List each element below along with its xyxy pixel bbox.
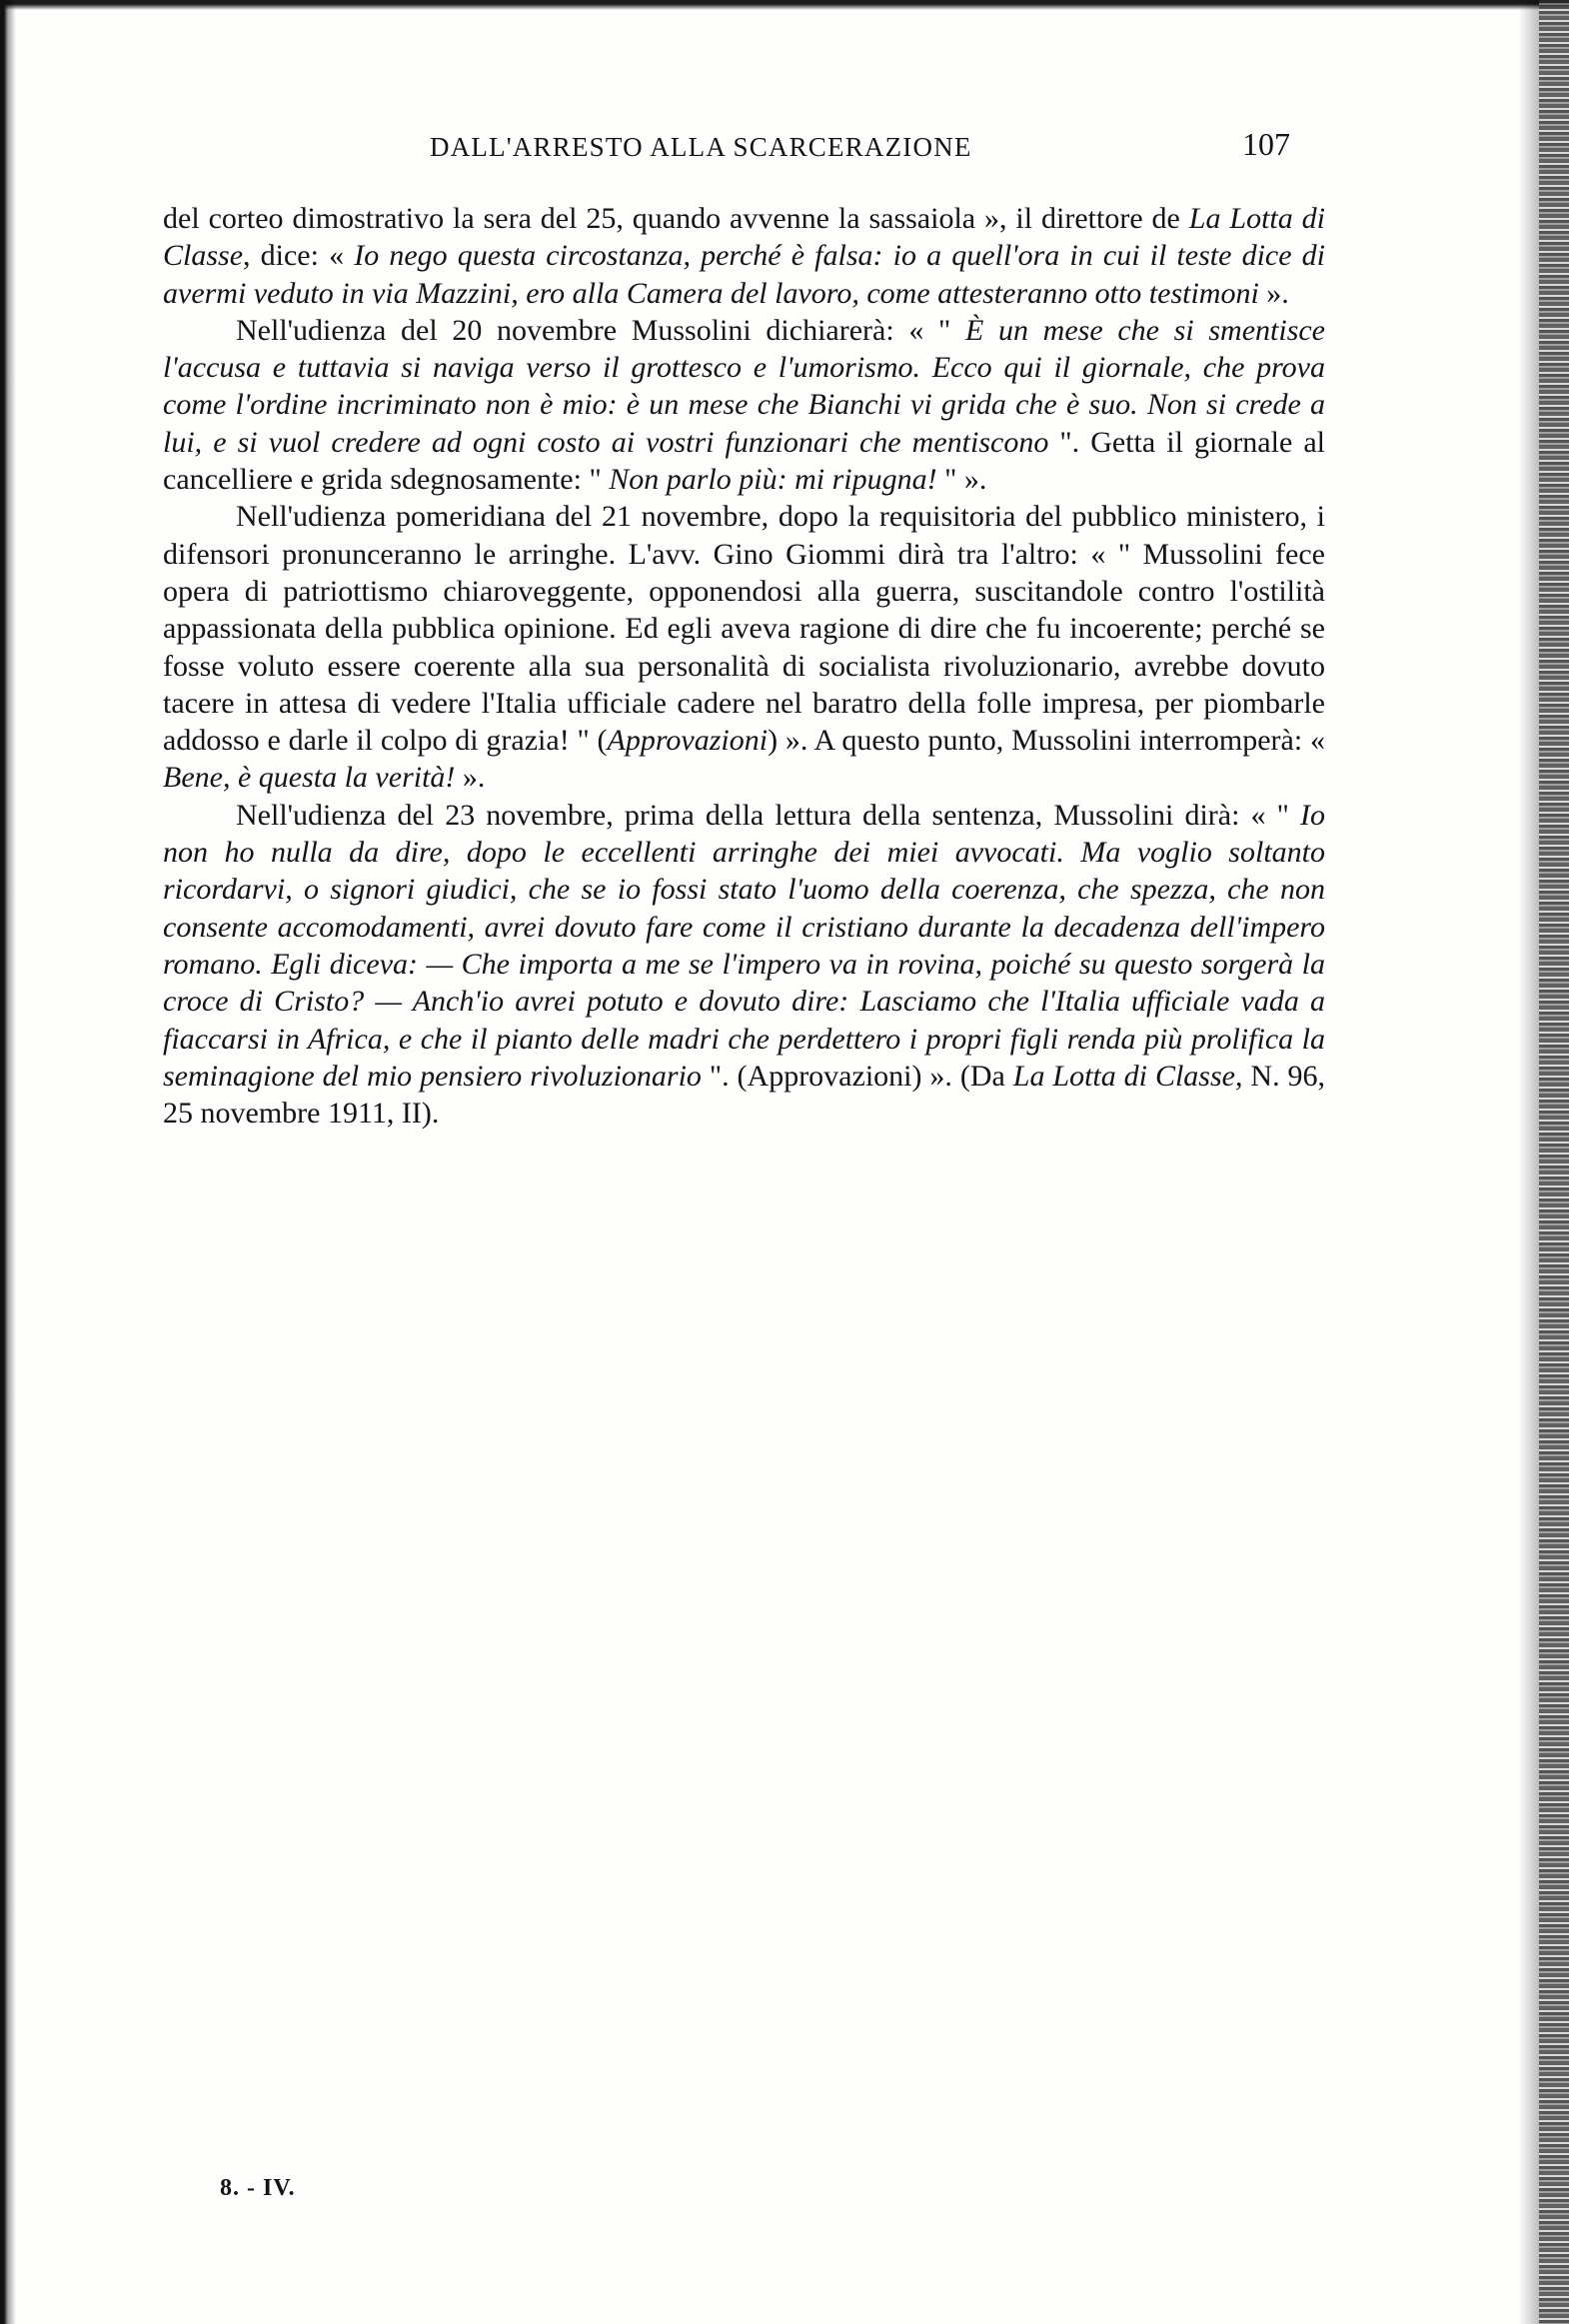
text-segment: " ». — [936, 463, 987, 497]
text-segment-italic: Approvazioni — [607, 724, 769, 758]
text-segment-italic: Bene, è questa la verità! — [163, 761, 456, 795]
page-gutter-shadow — [1519, 0, 1539, 2324]
text-segment: ". (Approvazioni) ». (Da — [701, 1059, 1013, 1093]
page-number: 107 — [1242, 126, 1290, 162]
text-segment: , dice: « — [243, 239, 355, 273]
text-segment-italic: È un mese che si smentisce l'accusa e tuttavia si naviga verso il grottesco e l'umorismo. Ecco qui il giornale, che prova come l'ordine incriminato non è mio: è un mese che Bianchi vi grida che è suo. Non si crede a lui, e si vuol credere ad ogni costo ai vostri funzionari che mentiscono — [163, 313, 1325, 459]
text-segment-italic: La Lotta di Classe — [163, 202, 1326, 273]
body-text — [163, 200, 1325, 1132]
text-segment: ». — [455, 761, 486, 795]
paragraph — [163, 498, 1325, 796]
running-title: DALL'ARRESTO ALLA SCARCERAZIONE — [430, 132, 972, 162]
text-segment: Nell'udienza pomeridiana del 21 novembre, dopo la requisitoria del pubblico ministero, i difensori pronunceranno le arringhe. L'avv. Gino Giommi dirà tra l'altro: « " Mussolini fece opera di patriottismo chiaroveggente, opponendosi alla guerra, suscitandole contro l'ostilità appassionata della pubblica opinione. Ed egli aveva ragione di dire che fu incoerente; perché se fosse voluto essere coerente alla sua personalità di socialista rivoluzionario, avrebbe dovuto tacere in attesa di vedere l'Italia ufficiale cadere nel baratro della folle impresa, per piombarle addosso e darle il colpo di grazia! " ( — [163, 500, 1325, 758]
text-segment-italic: La Lotta di Classe — [1012, 1059, 1235, 1093]
scan-edge-top — [0, 0, 1569, 10]
text-segment-italic: Io nego questa circostanza, perché è falsa: io a quell'ora in cui il teste dice di avermi veduto in via Mazzini, ero alla Camera del lavoro, come attesteranno otto testimoni — [163, 239, 1326, 310]
text-segment: Nell'udienza del 23 novembre, prima della lettura della sentenza, Mussolini dirà: « " — [236, 798, 1300, 832]
text-segment-italic: Non parlo più: mi ripugna! — [609, 463, 937, 497]
text-segment: ". Getta il giornale al cancelliere e grida sdegnosamente: " — [163, 425, 1325, 497]
text-segment: Nell'udienza del 20 novembre Mussolini dichiarerà: « " — [236, 313, 965, 347]
text-segment-italic: Io non ho nulla da dire, dopo le eccellenti arringhe dei miei avvocati. Ma voglio soltanto ricordarvi, o signori giudici, che se io fossi stato l'uomo della coerenza, che spezza, che non consente accomodamenti, avrei dovuto fare come il cristiano durante la decadenza dell'impero romano. Egli diceva: — Che importa a me se l'impero va in rovina, poiché su questo sorgerà la croce di Cristo? — Anch'io avrei potuto e dovuto dire: Lasciamo che l'Italia ufficiale vada a fiaccarsi in Africa, e che il pianto delle madri che perdettero i propri figli renda più prolifica la seminagione del mio pensiero rivoluzionario — [163, 798, 1325, 1093]
text-segment: , N. 96, 25 novembre 1911, II). — [163, 1059, 1326, 1131]
text-segment: ». — [1258, 276, 1289, 310]
paragraph — [163, 797, 1325, 1133]
scan-edge-left — [0, 0, 16, 2324]
text-segment: del corteo dimostrativo la sera del 25, quando avvenne la sassaiola », il direttore de — [163, 202, 1189, 235]
signature-mark: 8. - IV. — [220, 2175, 296, 2201]
scan-edge-right — [1539, 0, 1569, 2324]
text-segment: ) ». A questo punto, Mussolini interromperà: « — [768, 724, 1325, 758]
paragraph — [163, 312, 1325, 498]
paragraph — [163, 200, 1325, 312]
